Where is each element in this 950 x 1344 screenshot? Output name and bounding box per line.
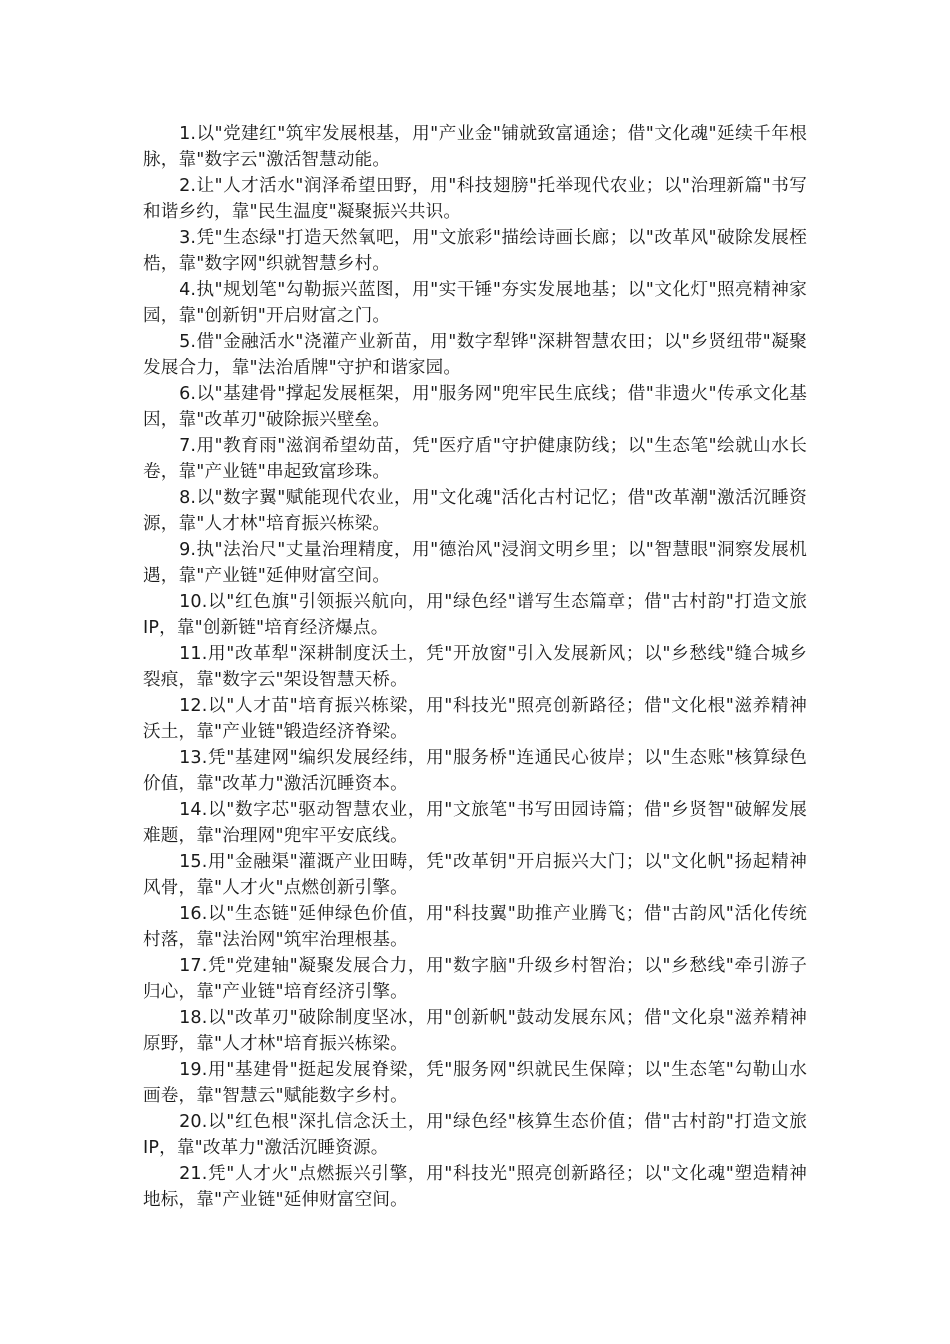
slogan-item-18: 18.以"改革刃"破除制度坚冰，用"创新帆"鼓动发展东风；借"文化泉"滋养精神原野，靠"人才林"培育振兴栋梁。 xyxy=(143,1008,807,1054)
slogan-item-8: 8.以"数字翼"赋能现代农业，用"文化魂"活化古村记忆；借"改革潮"激活沉睡资源，靠"人才林"培育振兴栋梁。 xyxy=(143,488,807,534)
slogan-item-15: 15.用"金融渠"灌溉产业田畴，凭"改革钥"开启振兴大门；以"文化帆"扬起精神风骨，靠"人才火"点燃创新引擎。 xyxy=(143,852,807,898)
slogan-item-12: 12.以"人才苗"培育振兴栋梁，用"科技光"照亮创新路径；借"文化根"滋养精神沃土，靠"产业链"锻造经济脊梁。 xyxy=(143,696,807,742)
slogan-item-14: 14.以"数字芯"驱动智慧农业，用"文旅笔"书写田园诗篇；借"乡贤智"破解发展难题，靠"治理网"兜牢平安底线。 xyxy=(143,800,807,846)
slogan-item-16: 16.以"生态链"延伸绿色价值，用"科技翼"助推产业腾飞；借"古韵风"活化传统村落，靠"法治网"筑牢治理根基。 xyxy=(143,904,807,950)
slogan-item-21: 21.凭"人才火"点燃振兴引擎，用"科技光"照亮创新路径；以"文化魂"塑造精神地标，靠"产业链"延伸财富空间。 xyxy=(143,1164,807,1210)
slogan-item-1: 1.以"党建红"筑牢发展根基，用"产业金"铺就致富通途；借"文化魂"延续千年根脉，靠"数字云"激活智慧动能。 xyxy=(143,124,807,170)
document-body xyxy=(143,121,807,1213)
slogan-item-6: 6.以"基建骨"撑起发展框架，用"服务网"兜牢民生底线；借"非遗火"传承文化基因，靠"改革刃"破除振兴壁垒。 xyxy=(143,384,807,430)
slogan-item-13: 13.凭"基建网"编织发展经纬，用"服务桥"连通民心彼岸；以"生态账"核算绿色价值，靠"改革力"激活沉睡资本。 xyxy=(143,748,807,794)
slogan-item-2: 2.让"人才活水"润泽希望田野，用"科技翅膀"托举现代农业；以"治理新篇"书写和谐乡约，靠"民生温度"凝聚振兴共识。 xyxy=(143,176,807,222)
slogan-item-20: 20.以"红色根"深扎信念沃土，用"绿色经"核算生态价值；借"古村韵"打造文旅IP，靠"改革力"激活沉睡资源。 xyxy=(143,1112,807,1158)
slogan-item-5: 5.借"金融活水"浇灌产业新苗，用"数字犁铧"深耕智慧农田；以"乡贤纽带"凝聚发展合力，靠"法治盾牌"守护和谐家园。 xyxy=(143,332,807,378)
slogan-item-10: 10.以"红色旗"引领振兴航向，用"绿色经"谱写生态篇章；借"古村韵"打造文旅IP，靠"创新链"培育经济爆点。 xyxy=(143,592,807,638)
slogan-item-9: 9.执"法治尺"丈量治理精度，用"德治风"浸润文明乡里；以"智慧眼"洞察发展机遇，靠"产业链"延伸财富空间。 xyxy=(143,540,807,586)
slogan-item-3: 3.凭"生态绿"打造天然氧吧，用"文旅彩"描绘诗画长廊；以"改革风"破除发展桎梏，靠"数字网"织就智慧乡村。 xyxy=(143,228,807,274)
slogan-item-19: 19.用"基建骨"挺起发展脊梁，凭"服务网"织就民生保障；以"生态笔"勾勒山水画卷，靠"智慧云"赋能数字乡村。 xyxy=(143,1060,807,1106)
slogan-item-7: 7.用"教育雨"滋润希望幼苗，凭"医疗盾"守护健康防线；以"生态笔"绘就山水长卷，靠"产业链"串起致富珍珠。 xyxy=(143,436,807,482)
slogan-item-17: 17.凭"党建轴"凝聚发展合力，用"数字脑"升级乡村智治；以"乡愁线"牵引游子归心，靠"产业链"培育经济引擎。 xyxy=(143,956,807,1002)
slogan-item-11: 11.用"改革犁"深耕制度沃土，凭"开放窗"引入发展新风；以"乡愁线"缝合城乡裂痕，靠"数字云"架设智慧天桥。 xyxy=(143,644,807,690)
slogan-item-4: 4.执"规划笔"勾勒振兴蓝图，用"实干锤"夯实发展地基；以"文化灯"照亮精神家园，靠"创新钥"开启财富之门。 xyxy=(143,280,807,326)
